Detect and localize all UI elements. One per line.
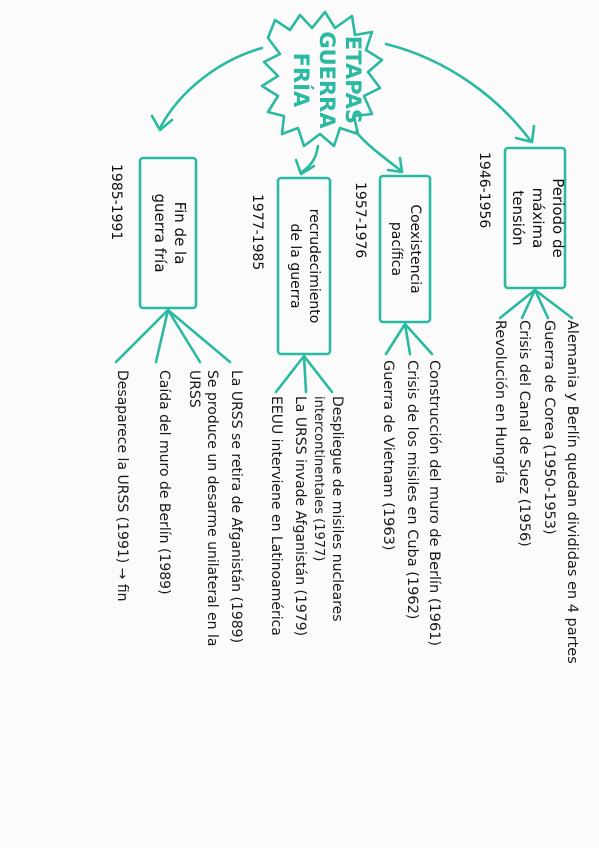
stage-recrudecimiento-name-2: de la guerra [287, 223, 303, 309]
stage-coexistencia-item-2: Crisis de los misiles en Cuba (1962) [404, 360, 420, 620]
stage-maxima-tension-item-3: Crisis del Canal de Suez (1956) [516, 320, 532, 547]
arrow-to-fin [160, 48, 262, 128]
stage-recrudecimiento-years: 1977-1985 [249, 194, 265, 271]
stage-maxima-tension-branches [500, 290, 572, 318]
stage-maxima-tension-years: 1946-1956 [476, 152, 492, 229]
stage-recrudecimiento-name-1: recrudecimiento [306, 208, 322, 324]
stage-maxima-tension [476, 148, 580, 664]
title-line-1: ETAPAS [341, 35, 365, 125]
stage-fin-branches [116, 310, 230, 362]
stage-recrudecimiento-branches [276, 356, 332, 392]
stage-recrudecimiento-item-2: intercontinentales (1977) [311, 396, 326, 562]
arrow-to-maxima [386, 44, 530, 140]
stage-fin-item-2: Se produce un desarme unilateral en la [204, 370, 220, 647]
stage-fin-years: 1985-1991 [108, 164, 124, 241]
stage-recrudecimiento-item-3: La URSS invade Afganistán (1979) [292, 396, 308, 637]
stage-fin-item-5: Desaparece la URSS (1991) → fin [114, 370, 130, 602]
stage-fin-item-1: La URSS se retira de Afganistán (1989) [228, 370, 244, 644]
stage-recrudecimiento [249, 178, 345, 636]
stage-coexistencia-years: 1957-1976 [352, 182, 368, 259]
stage-fin-name-2: guerra fría [151, 193, 169, 273]
stage-fin-item-3: URSS [186, 370, 202, 408]
title-line-3: FRÍA [289, 52, 313, 108]
stage-maxima-tension-item-2: Guerra de Corea (1950-1953) [541, 320, 557, 535]
stage-coexistencia-item-1: Construcción del muro de Berlín (1961) [426, 360, 442, 647]
stage-maxima-tension-name-2: máxima [529, 187, 547, 249]
stage-coexistencia-item-3: Guerra de Vietnam (1963) [380, 360, 396, 551]
stage-coexistencia-name-1: Coexistencia [407, 204, 423, 294]
stage-coexistencia-name-2: pacífica [388, 221, 404, 277]
arrow-to-coexistencia [356, 132, 400, 170]
stage-coexistencia [352, 176, 442, 646]
stage-coexistencia-branches [386, 324, 432, 354]
title-line-2: GUERRA [315, 31, 339, 129]
title-burst [262, 12, 382, 146]
stage-fin-name-1: Fin de la [171, 201, 189, 265]
stage-recrudecimiento-item-1: Despliegue de misiles nucleares [329, 396, 345, 622]
stage-fin [108, 158, 244, 646]
stage-fin-item-4: Caída del muro de Berlín (1989) [156, 370, 172, 595]
stage-maxima-tension-name-3: tensión [509, 190, 527, 246]
stage-maxima-tension-name-1: Periodo de [549, 178, 567, 258]
stage-recrudecimiento-item-4: EEUU interviene en Latinoamérica [268, 396, 284, 636]
stage-maxima-tension-item-1: Alemania y Berlín quedan divididas en 4 partes [564, 320, 580, 664]
stage-maxima-tension-item-4: Revolución en Hungría [492, 320, 508, 484]
